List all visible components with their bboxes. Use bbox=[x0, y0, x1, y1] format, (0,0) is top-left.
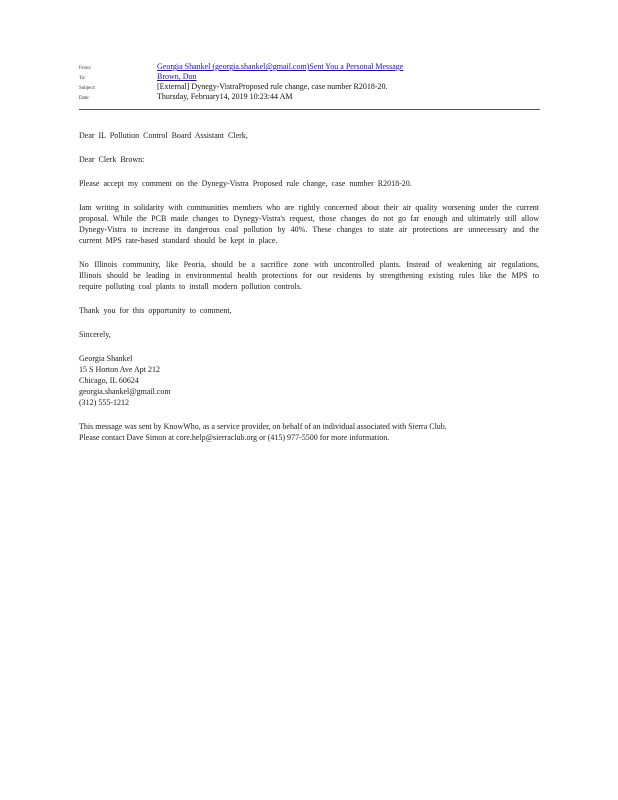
closing-sincerely: Sincerely, bbox=[79, 330, 111, 339]
signature-city: Chicago, IL 60624 bbox=[79, 376, 139, 385]
email-header bbox=[79, 62, 539, 102]
signature-phone: (312) 555-1212 bbox=[79, 398, 129, 407]
subject-value: [External] Dynegy-VistraProposed rule change, case number R2018-20. bbox=[157, 82, 388, 91]
from-row bbox=[79, 62, 539, 72]
paragraph-solidarity: Iam writing in solidarity with communities members who are rightly concerned about their air quality worsening under the current proposal. While the PCB made changes to Dynegy-Vistra's request, those changes do not go far enough and ultimately still allow Dynegy-Vistra to increase its dangerous coal pollution by 40%. These changes to state air protections are unnecessary and the current MPS rate-based standard should be kept in place. bbox=[79, 203, 539, 245]
subject-label: Subject: bbox=[79, 86, 96, 91]
paragraph-thank-you: Thank you for this opportunity to comment, bbox=[79, 306, 232, 315]
date-value: Thursday, February14, 2019 10:23:44 AM bbox=[157, 92, 293, 101]
header-divider bbox=[79, 109, 540, 110]
to-label: To: bbox=[79, 76, 86, 81]
signature-address: 15 S Horton Ave Apt 212 bbox=[79, 365, 160, 374]
footer-notice-line2: Please contact Dave Simon at core.help@sierraclub.org or (415) 977-5500 for more information. bbox=[79, 433, 390, 442]
signature-email: georgia.shankel@gmail.com bbox=[79, 387, 171, 396]
paragraph-sacrifice-zone: No Illinois community, like Peoria, should be a sacrifice zone with uncontrolled plants. Instead of weakening air regulations, Illinois should be leading in environmental health protections for our residents by strengthening existing rules like the MPS to require polluting coal plants to install modern pollution controls. bbox=[79, 260, 539, 291]
greeting-brown: Dear Clerk Brown: bbox=[79, 155, 145, 164]
date-row bbox=[79, 92, 539, 102]
subject-row bbox=[79, 82, 539, 92]
from-label: From: bbox=[79, 66, 92, 71]
footer-notice-line1: This message was sent by KnowWho, as a service provider, on behalf of an individual associated with Sierra Club. bbox=[79, 422, 447, 431]
greeting-clerk: Dear IL Pollution Control Board Assistant Clerk, bbox=[79, 131, 248, 140]
paragraph-accept-comment: Please accept my comment on the Dynegy-Vistra Proposed rule change, case number R2018-20. bbox=[79, 179, 412, 188]
date-label: Date: bbox=[79, 96, 90, 101]
signature-name: Georgia Shankel bbox=[79, 354, 133, 363]
to-row bbox=[79, 72, 539, 82]
email-body bbox=[79, 130, 539, 443]
to-value-link[interactable]: Brown, Don bbox=[157, 72, 197, 81]
from-value-link[interactable]: Georgia Shankel (georgia.shankel@gmail.com)Sent You a Personal Message bbox=[157, 62, 404, 71]
